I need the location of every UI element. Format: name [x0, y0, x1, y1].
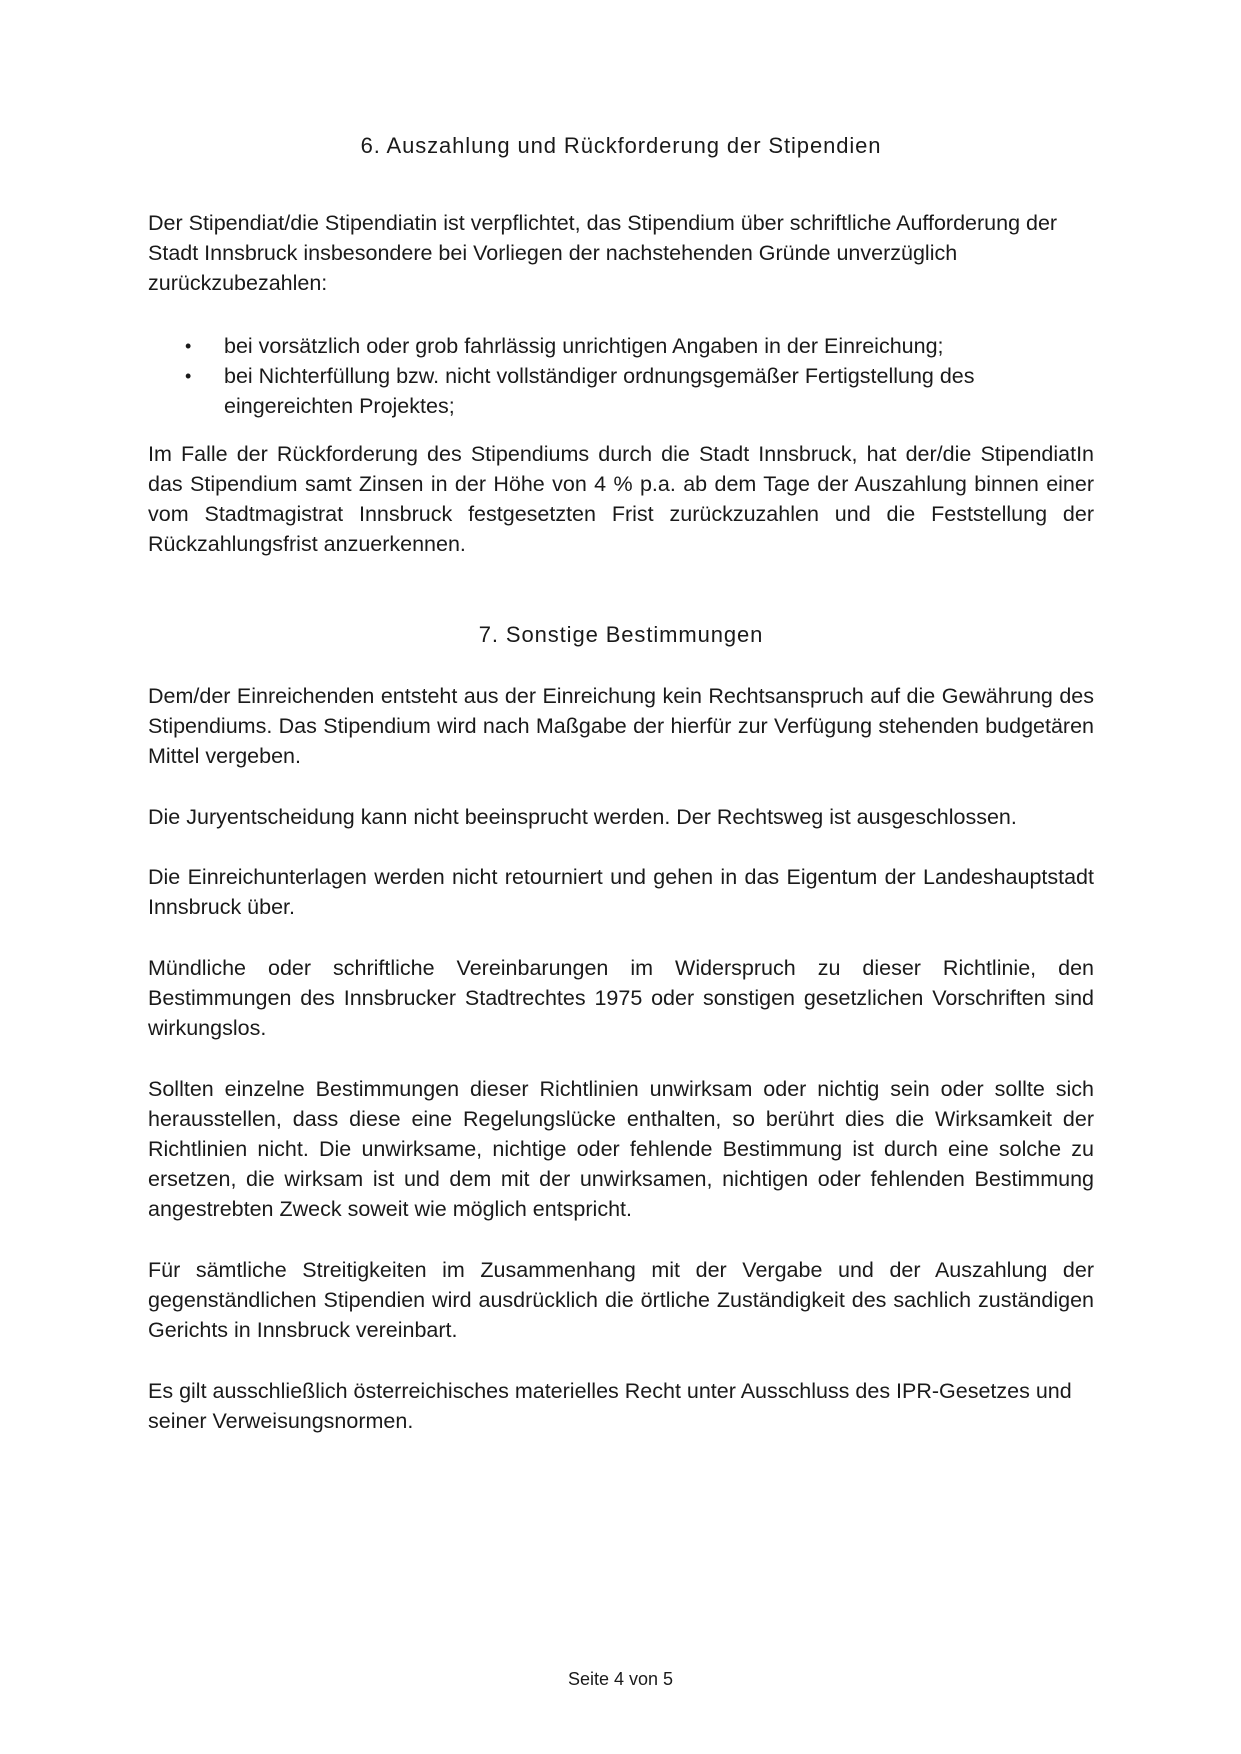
section-7-paragraph-3: Die Einreichunterlagen werden nicht retourniert und gehen in das Eigentum der Landeshauptstadt Innsbruck über. — [148, 865, 1094, 919]
list-item-text: bei Nichterfüllung bzw. nicht vollständiger ordnungsgemäßer Fertigstellung des eingereichten Projektes; — [224, 364, 975, 418]
list-item — [148, 331, 1094, 361]
section-7-paragraph-6: Für sämtliche Streitigkeiten im Zusammenhang mit der Vergabe und der Auszahlung der gegenständlichen Stipendien wird ausdrücklich die örtliche Zuständigkeit des sachlich zuständigen Gerichts in Innsbruck vereinbart. — [148, 1258, 1094, 1342]
section-7-paragraph-7: Es gilt ausschließlich österreichisches materielles Recht unter Ausschluss des IPR-Gesetzes und seiner Verweisungsnormen. — [148, 1379, 1072, 1433]
bullet-icon: • — [185, 336, 192, 356]
repayment-reasons-list — [148, 331, 1094, 421]
list-item-text: bei vorsätzlich oder grob fahrlässig unrichtigen Angaben in der Einreichung; — [224, 334, 944, 358]
bullet-icon: • — [185, 366, 192, 386]
section-7-paragraph-1: Dem/der Einreichenden entsteht aus der Einreichung kein Rechtsanspruch auf die Gewährung des Stipendiums. Das Stipendium wird nach Maßgabe der hierfür zur Verfügung stehenden budgetären Mittel vergeben. — [148, 684, 1094, 768]
section-6-repayment: Im Falle der Rückforderung des Stipendiums durch die Stadt Innsbruck, hat der/die StipendiatIn das Stipendium samt Zinsen in der Höhe von 4 % p.a. ab dem Tage der Auszahlung binnen einer vom Stadtmagistrat Innsbruck festgesetzten Frist zurückzuzahlen und die Feststellung der Rückzahlungsfrist anzuerkennen. — [148, 442, 1094, 556]
page-number: Seite 4 von 5 — [567, 1669, 674, 1689]
section-7-paragraph-4: Mündliche oder schriftliche Vereinbarungen im Widerspruch zu dieser Richtlinie, den Bestimmungen des Innsbrucker Stadtrechtes 1975 oder sonstigen gesetzlichen Vorschriften sind wirkungslos. — [148, 956, 1094, 1040]
section-7-title: 7. Sonstige Bestimmungen — [478, 622, 764, 647]
section-7-paragraph-2: Die Juryentscheidung kann nicht beeinsprucht werden. Der Rechtsweg ist ausgeschlossen. — [148, 805, 1017, 829]
section-7-paragraph-5: Sollten einzelne Bestimmungen dieser Richtlinien unwirksam oder nichtig sein oder sollte sich herausstellen, dass diese eine Regelungslücke enthalten, so berührt dies die Wirksamkeit der Richtlinien nicht. Die unwirksame, nichtige oder fehlende Bestimmung ist durch eine solche zu ersetzen, die wirksam ist und dem mit der unwirksamen, nichtigen oder fehlenden Bestimmung angestrebten Zweck soweit wie möglich entspricht. — [148, 1077, 1094, 1221]
list-item — [148, 361, 1094, 421]
section-6-title: 6. Auszahlung und Rückforderung der Stipendien — [360, 133, 882, 158]
section-6-intro: Der Stipendiat/die Stipendiatin ist verpflichtet, das Stipendium über schriftliche Aufforderung der Stadt Innsbruck insbesondere bei Vorliegen der nachstehenden Gründe unverzüglich zurückzubezahlen: — [148, 211, 1058, 295]
